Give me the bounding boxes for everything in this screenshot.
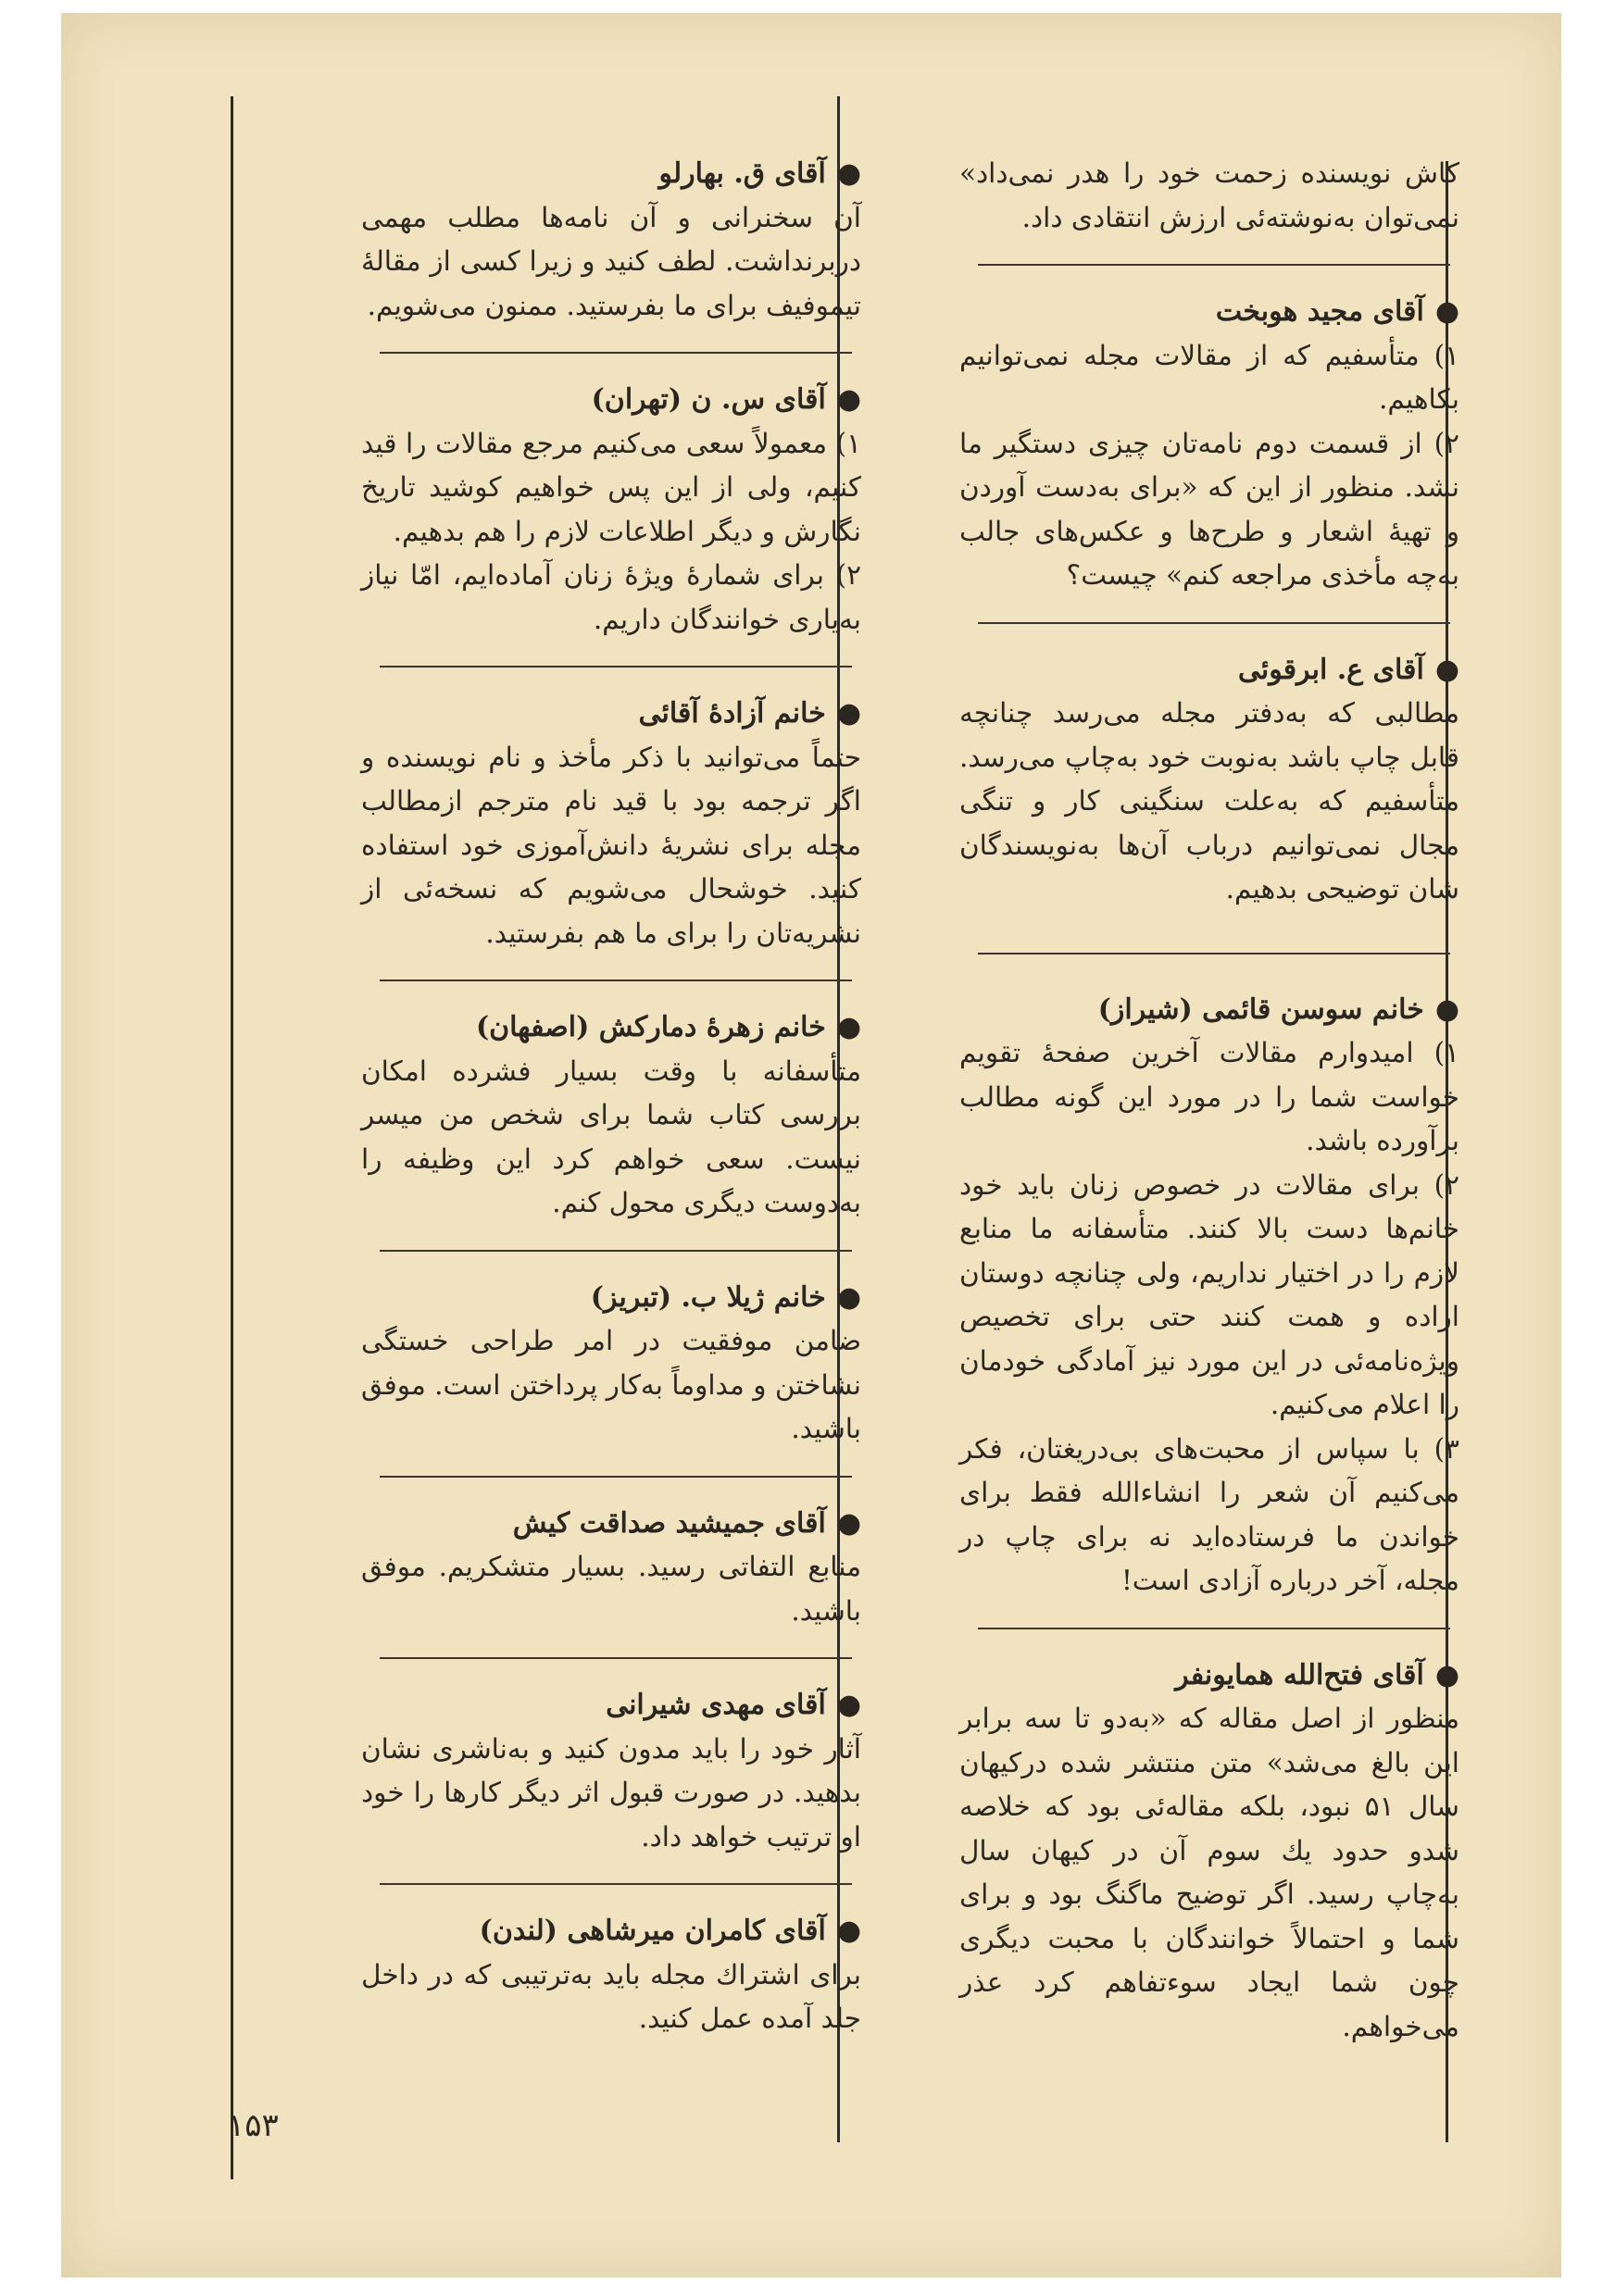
divider [380,1883,852,1885]
reply-paragraph: آثار خود را باید مدون کنید و به‌ناشری نشان بدهید. در صورت قبول اثر دیگر کارها را خود او ترتیب خواهد داد. [361,1732,861,1853]
bullet-icon: ● [836,1689,861,1721]
reply-entry [361,1502,861,1634]
reply-paragraph: مطالبی که به‌دفتر مجله می‌رسد چنانچه قابل چاپ باشد به‌نوبت خود به‌چاپ می‌رسد. متأسفیم که به‌علت سنگینی کار و تنگی مجال نمی‌توانیم درباب آن‌ها به‌نویسندگان شان توضیحی بدهیم. [959,697,1459,905]
page-number: ۱۵۳ [228,2107,279,2144]
reply-paragraph: ضامن موفقیت در امر طراحی خستگی نشاختن و مداوماً به‌کار پرداختن است. موفق باشید. [361,1325,861,1444]
divider [978,264,1450,266]
divider [380,1657,852,1659]
reply-paragraph: حتماً می‌توانید با ذکر مأخذ و نام نویسنده و اگر ترجمه بود با قید نام مترجم ازمطالب مجله برای نشریهٔ دانش‌آموزی خود استفاده کنید. خوشحال می‌شویم که نسخه‌ئی از نشریه‌تان را برای ما هم بفرستید. [361,741,861,949]
recipient-name: ●آقای مهدی شیرانی [361,1683,861,1728]
reply-entry [361,1909,861,2041]
recipient-name: ●آقای جمیشید صداقت کیش [361,1502,861,1546]
reply-entry [361,152,861,328]
reply-entry [361,692,861,955]
reply-paragraph: ۳) با سپاس از محبت‌های بی‌دریغتان، فکر می‌کنیم آن شعر را انشاءالله فقط برای خواندن ما فرستاده‌اید نه برای چاپ در مجله، آخر درباره آزادی است! [959,1432,1459,1596]
recipient-name: ●آقای مجید هوبخت [959,290,1459,334]
column-rule-left [231,96,233,2179]
reply-entry [361,1683,861,1859]
reply-entry [959,1653,1459,2050]
reply-paragraph: ۱) معمولاً سعی می‌کنیم مرجع مقالات را قید کنیم، ولی از این پس خواهیم کوشید تاریخ نگارش و دیگر اطلاعات لازم را هم بدهیم. [361,427,861,547]
reply-paragraph: ۱) امیدوارم مقالات آخرین صفحهٔ تقویم خواست شما را در مورد این گونه مطالب برآورده باشد. [959,1037,1459,1156]
reply-paragraph: آن سخنرانی و آن نامه‌ها مطلب مهمی دربرنداشت. لطف کنید و زیرا کسی از مقالهٔ تیموفیف برای ما بفرستید. ممنون می‌شویم. [361,201,861,321]
bullet-icon: ● [836,1915,861,1947]
reply-entry [959,290,1459,598]
reply-entry [959,988,1459,1603]
divider [380,980,852,981]
divider [380,1476,852,1478]
reply-entry [361,1005,861,1226]
recipient-name: ●آقای س. ن (تهران) [361,378,861,422]
magazine-page [61,13,1561,2277]
recipient-name: ●آقای ع. ابرقوئی [959,648,1459,693]
reply-paragraph: برای اشتراك مجله باید به‌ترتیبی که در داخل جلد آمده عمل کنید. [361,1958,861,2034]
divider [978,953,1450,955]
reply-paragraph: ۲) برای مقالات در خصوص زنان باید خود خانم‌ها دست بالا کنند. متأسفانه ما منابع لازم را در اختیار نداریم، ولی چنانچه دوستان اراده و همت کنند حتی برای تخصیص ویژه‌نامه‌ئی در این مورد نیز آمادگی خودمان را اعلام می‌کنیم. [959,1168,1459,1420]
divider [380,1250,852,1252]
divider [380,352,852,354]
bullet-icon: ● [836,697,861,730]
bullet-icon: ● [836,1506,861,1540]
reply-paragraph: ۲) از قسمت دوم نامه‌تان چیزی دستگیر ما نشد. منظور از این که «برای به‌دست آوردن و تهیهٔ اشعار و طرح‌ها و عکس‌های جالب به‌چه مأخذی مراجعه کنم» چیست؟ [959,427,1459,591]
reply-paragraph: منظور از اصل مقاله که «به‌دو تا سه برابر این بالغ می‌شد» متن منتشر شده درکیهان سال ۵۱ نبود، بلکه مقاله‌ئی بود که خلاصه شدو حدود یك سوم آن در کیهان سال به‌چاپ رسید. اگر توضیح ماگنگ بود و برای شما و احتمالاً خوانندگان با محبت دیگری چون شما ایجاد سوءتفاهم کرد عذر می‌خواهم. [959,1703,1459,2042]
bullet-icon: ● [1434,295,1459,328]
bullet-icon: ● [836,1280,861,1314]
continued-text: کاش نویسنده زحمت خود را هدر نمی‌داد» نمی‌توان به‌نوشته‌ئی ارزش انتقادی داد. [959,157,1459,233]
bullet-icon: ● [836,1011,861,1043]
reply-entry [361,1276,861,1452]
bullet-icon: ● [836,383,861,416]
recipient-name: ●خانم ژیلا ب. (تبریز) [361,1276,861,1320]
reply-paragraph: منابع التفاتی رسید. بسیار متشکریم. موفق باشید. [361,1551,861,1627]
recipient-name: ●آقای ق. بهارلو [361,152,861,196]
bullet-icon: ● [836,157,861,190]
recipient-name: ●خانم سوسن قائمی (شیراز) [959,988,1459,1032]
recipient-name: ●خانم زهرهٔ دمارکش (اصفهان) [361,1005,861,1050]
divider [978,622,1450,624]
recipient-name: ●آقای فتح‌الله همایونفر [959,1653,1459,1698]
left-column [361,152,861,2041]
bullet-icon: ● [1434,1658,1459,1691]
reply-paragraph: متأسفانه با وقت بسیار فشرده امکان بررسی کتاب شما برای شخص من میسر نیست. سعی خواهم کرد این وظیفه را به‌دوست دیگری محول کنم. [361,1054,861,1218]
bullet-icon: ● [1434,653,1459,686]
reply-entry [361,378,861,642]
bullet-icon: ● [1434,992,1459,1026]
recipient-name: ●خانم آزادهٔ آقائی [361,692,861,736]
recipient-name: ●آقای کامران میرشاهی (لندن) [361,1909,861,1953]
right-column [959,152,1459,2049]
divider [380,666,852,668]
reply-paragraph: ۲) برای شمارهٔ ویژهٔ زنان آماده‌ایم، امّا نیاز به‌یاری خوانندگان داریم. [361,559,861,635]
reply-paragraph: ۱) متأسفیم که از مقالات مجله نمی‌توانیم بکاهیم. [959,339,1459,415]
reply-entry [959,648,1459,912]
divider [978,1628,1450,1629]
